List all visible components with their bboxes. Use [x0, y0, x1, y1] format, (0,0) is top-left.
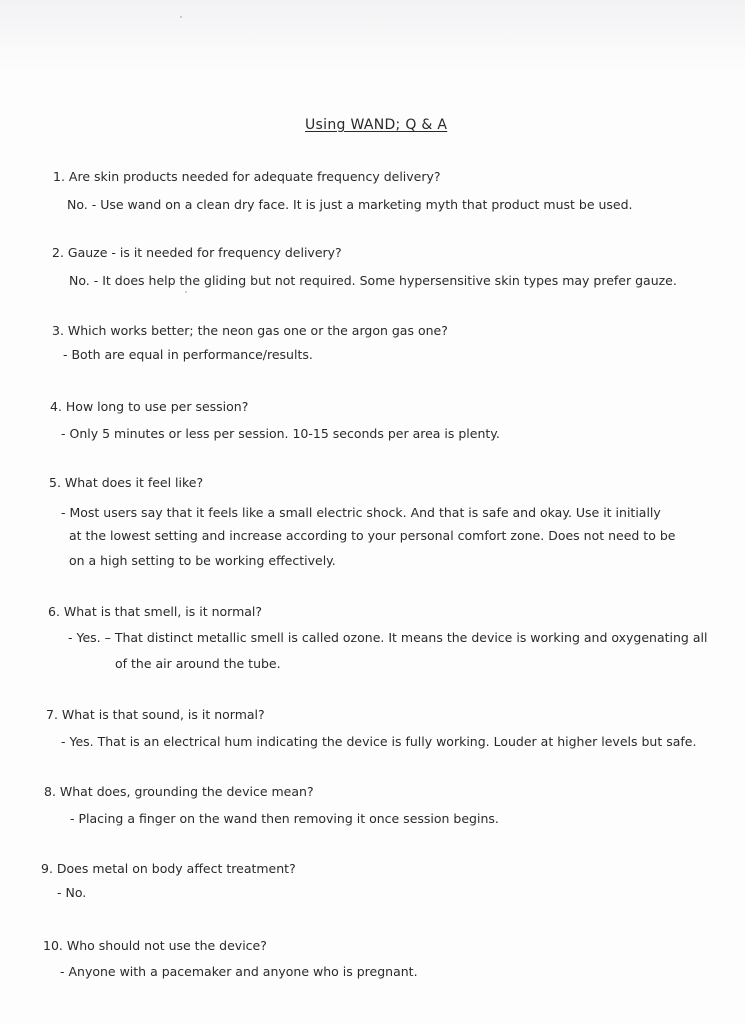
answer-1: No. - Use wand on a clean dry face. It is just a marketing myth that product must be used.: [67, 197, 633, 212]
answer-6-line-1: - Yes. – That distinct metallic smell is called ozone. It means the device is working and oxygenating all: [68, 630, 708, 645]
question-8: 8. What does, grounding the device mean?: [44, 784, 314, 799]
page-title: Using WAND; Q & A: [305, 117, 448, 133]
answer-10: - Anyone with a pacemaker and anyone who is pregnant.: [60, 964, 418, 979]
question-4: 4. How long to use per session?: [50, 399, 249, 414]
question-1: 1. Are skin products needed for adequate frequency delivery?: [53, 169, 441, 184]
scan-speck: [185, 291, 187, 293]
question-3: 3. Which works better; the neon gas one or the argon gas one?: [52, 323, 448, 338]
answer-5-line-2: at the lowest setting and increase according to your personal comfort zone. Does not need to be: [69, 528, 676, 543]
answer-4: - Only 5 minutes or less per session. 10-15 seconds per area is plenty.: [61, 426, 500, 441]
answer-6-line-2: of the air around the tube.: [115, 656, 281, 671]
answer-5-line-1: - Most users say that it feels like a small electric shock. And that is safe and okay. Use it initially: [61, 505, 661, 520]
answer-9: - No.: [57, 885, 87, 900]
question-9: 9. Does metal on body affect treatment?: [41, 861, 296, 876]
question-10: 10. Who should not use the device?: [43, 938, 267, 953]
answer-8: - Placing a finger on the wand then removing it once session begins.: [70, 811, 499, 826]
question-2: 2. Gauze - is it needed for frequency delivery?: [52, 245, 342, 260]
question-7: 7. What is that sound, is it normal?: [46, 707, 265, 722]
answer-3: - Both are equal in performance/results.: [63, 347, 313, 362]
scan-speck: [180, 16, 182, 18]
question-6: 6. What is that smell, is it normal?: [48, 604, 263, 619]
question-5: 5. What does it feel like?: [49, 475, 204, 490]
answer-5-line-3: on a high setting to be working effectively.: [69, 553, 336, 568]
answer-2: No. - It does help the gliding but not required. Some hypersensitive skin types may prefer gauze.: [69, 273, 677, 288]
answer-7: - Yes. That is an electrical hum indicating the device is fully working. Louder at higher levels but safe.: [61, 734, 697, 749]
